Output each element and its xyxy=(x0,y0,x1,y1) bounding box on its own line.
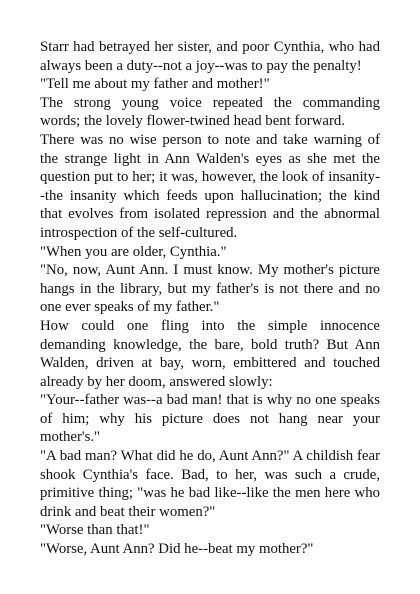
paragraph: "When you are older, Cynthia." xyxy=(40,243,227,260)
paragraph: There was no wise person to note and take warning of the strange light in Ann Walden's eyes as she met the question put to her; it was, however, the look of insanity--the insanity which feeds upon hallucination; the kind that evolves from isolated repression and the abnormal introspection of the self-cultured. xyxy=(40,131,380,241)
paragraph: The strong young voice repeated the commanding words; the lovely flower-twined head bent forward. xyxy=(40,94,380,130)
paragraph: "Worse, Aunt Ann? Did he--beat my mother?" xyxy=(40,541,314,558)
paragraph: How could one fling into the simple innocence demanding knowledge, the bare, bold truth? But Ann Walden, driven at bay, worn, embittered and touched already by her doom, answered slowly: xyxy=(40,317,380,390)
paragraph: "Your--father was--a bad man! that is why no one speaks of him; why his picture does not hang near your mother's." xyxy=(40,392,380,446)
paragraph: "Worse than that!" xyxy=(40,522,150,539)
paragraph: "No, now, Aunt Ann. I must know. My mother's picture hangs in the library, but my father's is not there and no one ever speaks of my father." xyxy=(40,262,380,316)
paragraph: Starr had betrayed her sister, and poor Cynthia, who had always been a duty--not a joy--was to pay the penalty! xyxy=(40,39,380,74)
paragraph: "Tell me about my father and mother!" xyxy=(40,76,270,93)
paragraph: "A bad man? What did he do, Aunt Ann?" A childish fear shook Cynthia's face. Bad, to her, was such a crude, primitive thing; "was he bad like--like the men here who drink and beat their women?" xyxy=(40,448,380,520)
book-page-text xyxy=(40,38,380,559)
